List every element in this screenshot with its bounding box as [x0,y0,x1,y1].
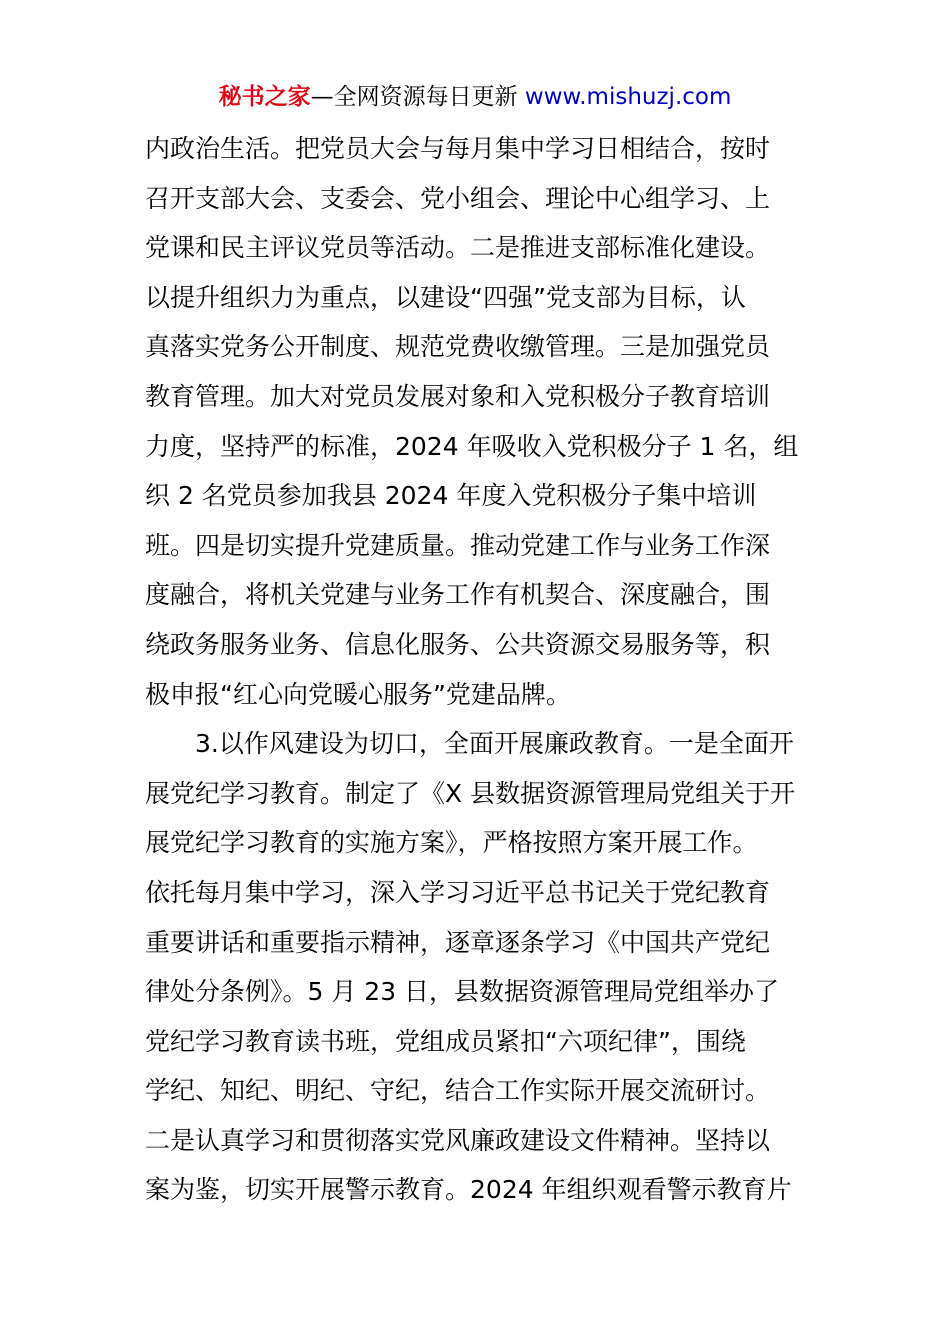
text-line: 召开支部大会、支委会、党小组会、理论中心组学习、上 [145,183,771,213]
text-line: 党课和民主评议党员等活动。二是推进支部标准化建设。 [145,233,771,263]
text-line: 度融合，将机关党建与业务工作有机契合、深度融合，围 [145,580,771,610]
site-brand: 秘书之家 [218,84,311,110]
text-line: 极申报“红心向党暖心服务”党建品牌。 [145,679,571,709]
text-line: 律处分条例》。5 月 23 日，县数据资源管理局党组举办了 [145,977,780,1007]
paragraph-start-line: 3.以作风建设为切口，全面开展廉政教育。一是全面开 [195,729,794,759]
text-line: 展党纪学习教育的实施方案》，严格按照方案开展工作。 [145,828,758,858]
text-line: 展党纪学习教育。制定了《X 县数据资源管理局党组关于开 [145,778,796,808]
text-line: 力度，坚持严的标准，2024 年吸收入党积极分子 1 名，组 [145,431,799,461]
text-line: 案为鉴，切实开展警示教育。2024 年组织观看警示教育片 [145,1175,792,1205]
site-url-link[interactable]: www.mishuzj.com [524,84,732,110]
text-line: 党纪学习教育读书班，党组成员紧扣“六项纪律”，围绕 [145,1026,746,1056]
text-line: 以提升组织力为重点，以建设“四强”党支部为目标，认 [145,282,746,312]
text-line: 学纪、知纪、明纪、守纪，结合工作实际开展交流研讨。 [145,1076,771,1106]
text-line: 依托每月集中学习，深入学习习近平总书记关于党纪教育 [145,877,771,907]
text-line: 真落实党务公开制度、规范党费收缴管理。三是加强党员 [145,332,771,362]
text-line: 内政治生活。把党员大会与每月集中学习日相结合，按时 [145,134,771,163]
text-line: 二是认真学习和贯彻落实党风廉政建设文件精神。坚持以 [145,1125,771,1155]
text-line: 绕政务服务业务、信息化服务、公共资源交易服务等，积 [145,629,771,659]
site-slogan: —全网资源每日更新 [310,84,525,110]
document-body [145,124,813,1215]
text-line: 班。四是切实提升党建质量。推动党建工作与业务工作深 [145,530,771,560]
text-line: 织 2 名党员参加我县 2024 年度入党积极分子集中培训 [145,481,757,511]
page-header [0,80,950,114]
text-line: 重要讲话和重要指示精神，逐章逐条学习《中国共产党纪 [145,927,771,957]
text-line: 教育管理。加大对党员发展对象和入党积极分子教育培训 [145,381,771,411]
